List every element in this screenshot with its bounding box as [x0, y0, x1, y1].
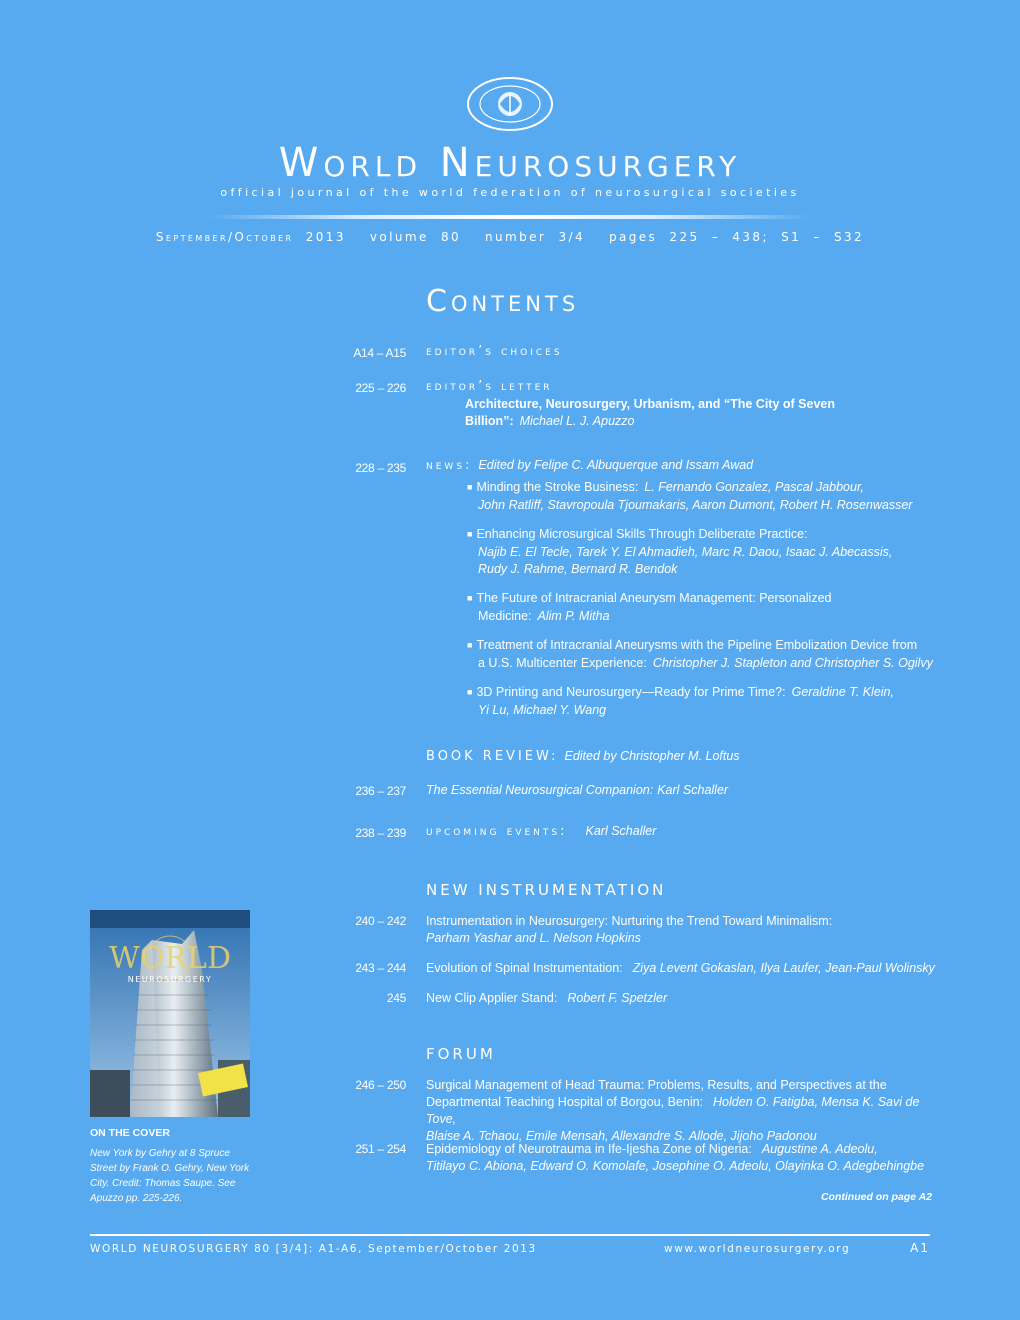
article-entry[interactable] [426, 913, 832, 947]
news-item-authors: John Ratliff, Stavropoula Tjoumakaris, Aaron Dumont, Robert H. Rosenwasser [478, 498, 913, 512]
news-item-authors: Alim P. Mitha [537, 609, 610, 623]
article-title: Epidemiology of Neurotrauma in Ife-Ijesha Zone of Nigeria: [426, 1142, 752, 1156]
section-editors: Edited by Christopher M. Loftus [564, 749, 740, 763]
article-authors: Parham Yashar and L. Nelson Hopkins [426, 931, 641, 945]
page-range: 245 [386, 991, 406, 1005]
cover-image-title: WORLD [109, 941, 231, 976]
article-title: New Clip Applier Stand: [426, 991, 558, 1005]
cover-caption: New York by Gehry at 8 Spruce Street by Frank O. Gehry, New York City. Credit: Thomas Saupe. See Apuzzo pp. 225-226. [90, 1148, 250, 1204]
page-range: 251 – 254 [355, 1142, 406, 1156]
news-item-authors: Najib E. El Tecle, Tarek Y. El Ahmadieh, Marc R. Daou, Isaac J. Abecassis, [478, 545, 893, 559]
news-item-title: 3D Printing and Neurosurgery—Ready for Prime Time?: [476, 685, 786, 699]
section-upcoming-events[interactable] [426, 824, 656, 839]
news-item-title: Medicine: [478, 609, 532, 623]
page-range: 240 – 242 [355, 914, 406, 928]
article-title: Billion”: [465, 414, 514, 428]
footer-url[interactable]: www.worldneurosurgery.org [664, 1243, 851, 1255]
issue-info [0, 230, 1020, 244]
continued-link[interactable]: Continued on page A2 [820, 1191, 932, 1203]
section-editors-letter[interactable]: editor’s letter [426, 379, 553, 394]
page-range: 225 – 226 [355, 381, 406, 395]
bullet-icon: ■ [467, 593, 473, 603]
page-range: A14 – A15 [353, 346, 406, 360]
article-entry[interactable] [465, 396, 835, 430]
news-item-title: a U.S. Multicenter Experience: [478, 656, 647, 670]
news-item-authors: Yi Lu, Michael Y. Wang [478, 703, 607, 717]
article-authors: Augustine A. Adeolu, [761, 1142, 878, 1156]
article-authors: Ziya Levent Gokaslan, Ilya Laufer, Jean-Paul Wolinsky [632, 961, 935, 975]
footer-rule [90, 1234, 930, 1236]
book-review-entry[interactable] [426, 782, 728, 799]
journal-subtitle: official journal of the world federation of neurosurgical societies [220, 186, 800, 199]
news-item-authors: Rudy J. Rahme, Bernard R. Bendok [478, 562, 678, 576]
section-book-review[interactable] [426, 749, 740, 764]
section-author: Karl Schaller [585, 824, 657, 838]
issue-date: September/October 2013 [155, 230, 346, 244]
news-item[interactable] [467, 479, 937, 514]
news-item-title: The Future of Intracranial Aneurysm Management: Personalized [476, 591, 832, 605]
footer-page-number: A1 [910, 1241, 930, 1255]
news-item-authors: Christopher J. Stapleton and Christopher S. Ogilvy [652, 656, 933, 670]
news-item-title: Enhancing Microsurgical Skills Through Deliberate Practice: [476, 527, 808, 541]
section-editors: Edited by Felipe C. Albuquerque and Issam Awad [478, 458, 754, 472]
page-range: 246 – 250 [355, 1078, 406, 1092]
article-entry[interactable] [426, 1141, 936, 1175]
section-news-heading: news: [426, 458, 473, 473]
article-title: Evolution of Spinal Instrumentation: [426, 961, 623, 975]
article-authors: Blaise A. Tchaou, Emile Mensah, Allexandre S. Allode, Jijoho Padonou [426, 1129, 817, 1143]
cover-image[interactable] [90, 910, 250, 1117]
footer-citation: WORLD NEUROSURGERY 80 [3/4]: A1-A6, September/October 2013 [90, 1243, 537, 1255]
federation-seal-icon [466, 76, 554, 132]
news-item[interactable] [467, 684, 937, 719]
book-review-author: Karl Schaller [657, 783, 729, 797]
article-authors: Robert F. Spetzler [567, 991, 668, 1005]
section-upcoming-heading: upcoming events: [426, 824, 568, 839]
section-forum[interactable]: FORUM [426, 1045, 496, 1063]
page-range: 228 – 235 [355, 461, 406, 475]
news-item-title: Treatment of Intracranial Aneurysms with the Pipeline Embolization Device from [476, 638, 918, 652]
section-news[interactable] [426, 458, 753, 473]
news-item[interactable] [467, 526, 937, 578]
issue-volume: volume 80 [369, 230, 462, 244]
section-new-instrumentation[interactable]: NEW INSTRUMENTATION [426, 881, 667, 899]
article-entry[interactable] [426, 990, 667, 1007]
section-editors-choices[interactable]: editor’s choices [426, 344, 563, 359]
news-item-authors: L. Fernando Gonzalez, Pascal Jabbour, [644, 480, 864, 494]
article-title: Instrumentation in Neurosurgery: Nurturing the Trend Toward Minimalism: [426, 914, 833, 928]
article-title: Architecture, Neurosurgery, Urbanism, and “The City of Seven [465, 397, 835, 411]
book-title: The Essential Neurosurgical Companion: [426, 783, 654, 797]
bullet-icon: ■ [467, 687, 473, 697]
masthead-rule [210, 215, 810, 219]
bullet-icon: ■ [467, 640, 473, 650]
journal-title: World Neurosurgery [278, 140, 742, 186]
cover-heading: ON THE COVER [90, 1127, 170, 1139]
page-range: 243 – 244 [355, 961, 406, 975]
page-range: 236 – 237 [355, 784, 406, 798]
article-authors: Michael L. J. Apuzzo [519, 414, 635, 428]
news-item-title: Minding the Stroke Business: [476, 480, 639, 494]
page-range: 238 – 239 [355, 826, 406, 840]
article-title: Surgical Management of Head Trauma: Problems, Results, and Perspectives at the [426, 1078, 887, 1092]
issue-number: number 3/4 [485, 230, 585, 244]
section-book-review-heading: BOOK REVIEW: [426, 749, 559, 764]
article-entry[interactable] [426, 960, 935, 977]
article-authors: Titilayo C. Abiona, Edward O. Komolafe, Josephine O. Adeolu, Olayinka O. Adegbehingbe [426, 1159, 925, 1173]
issue-pages: pages 225 – 438; S1 – S32 [608, 230, 865, 244]
contents-heading: Contents [426, 284, 580, 319]
news-item[interactable] [467, 590, 937, 625]
news-item[interactable] [467, 637, 937, 672]
article-authors: Holden O. Fatigba, Mensa K. Savi de Tove, [426, 1095, 920, 1126]
bullet-icon: ■ [467, 529, 473, 539]
cover-image-subtitle: NEUROSURGERY [127, 975, 213, 984]
article-entry[interactable] [426, 1077, 936, 1145]
article-title: Departmental Teaching Hospital of Borgou, Benin: [426, 1095, 704, 1109]
bullet-icon: ■ [467, 482, 473, 492]
news-item-authors: Geraldine T. Klein, [791, 685, 894, 699]
